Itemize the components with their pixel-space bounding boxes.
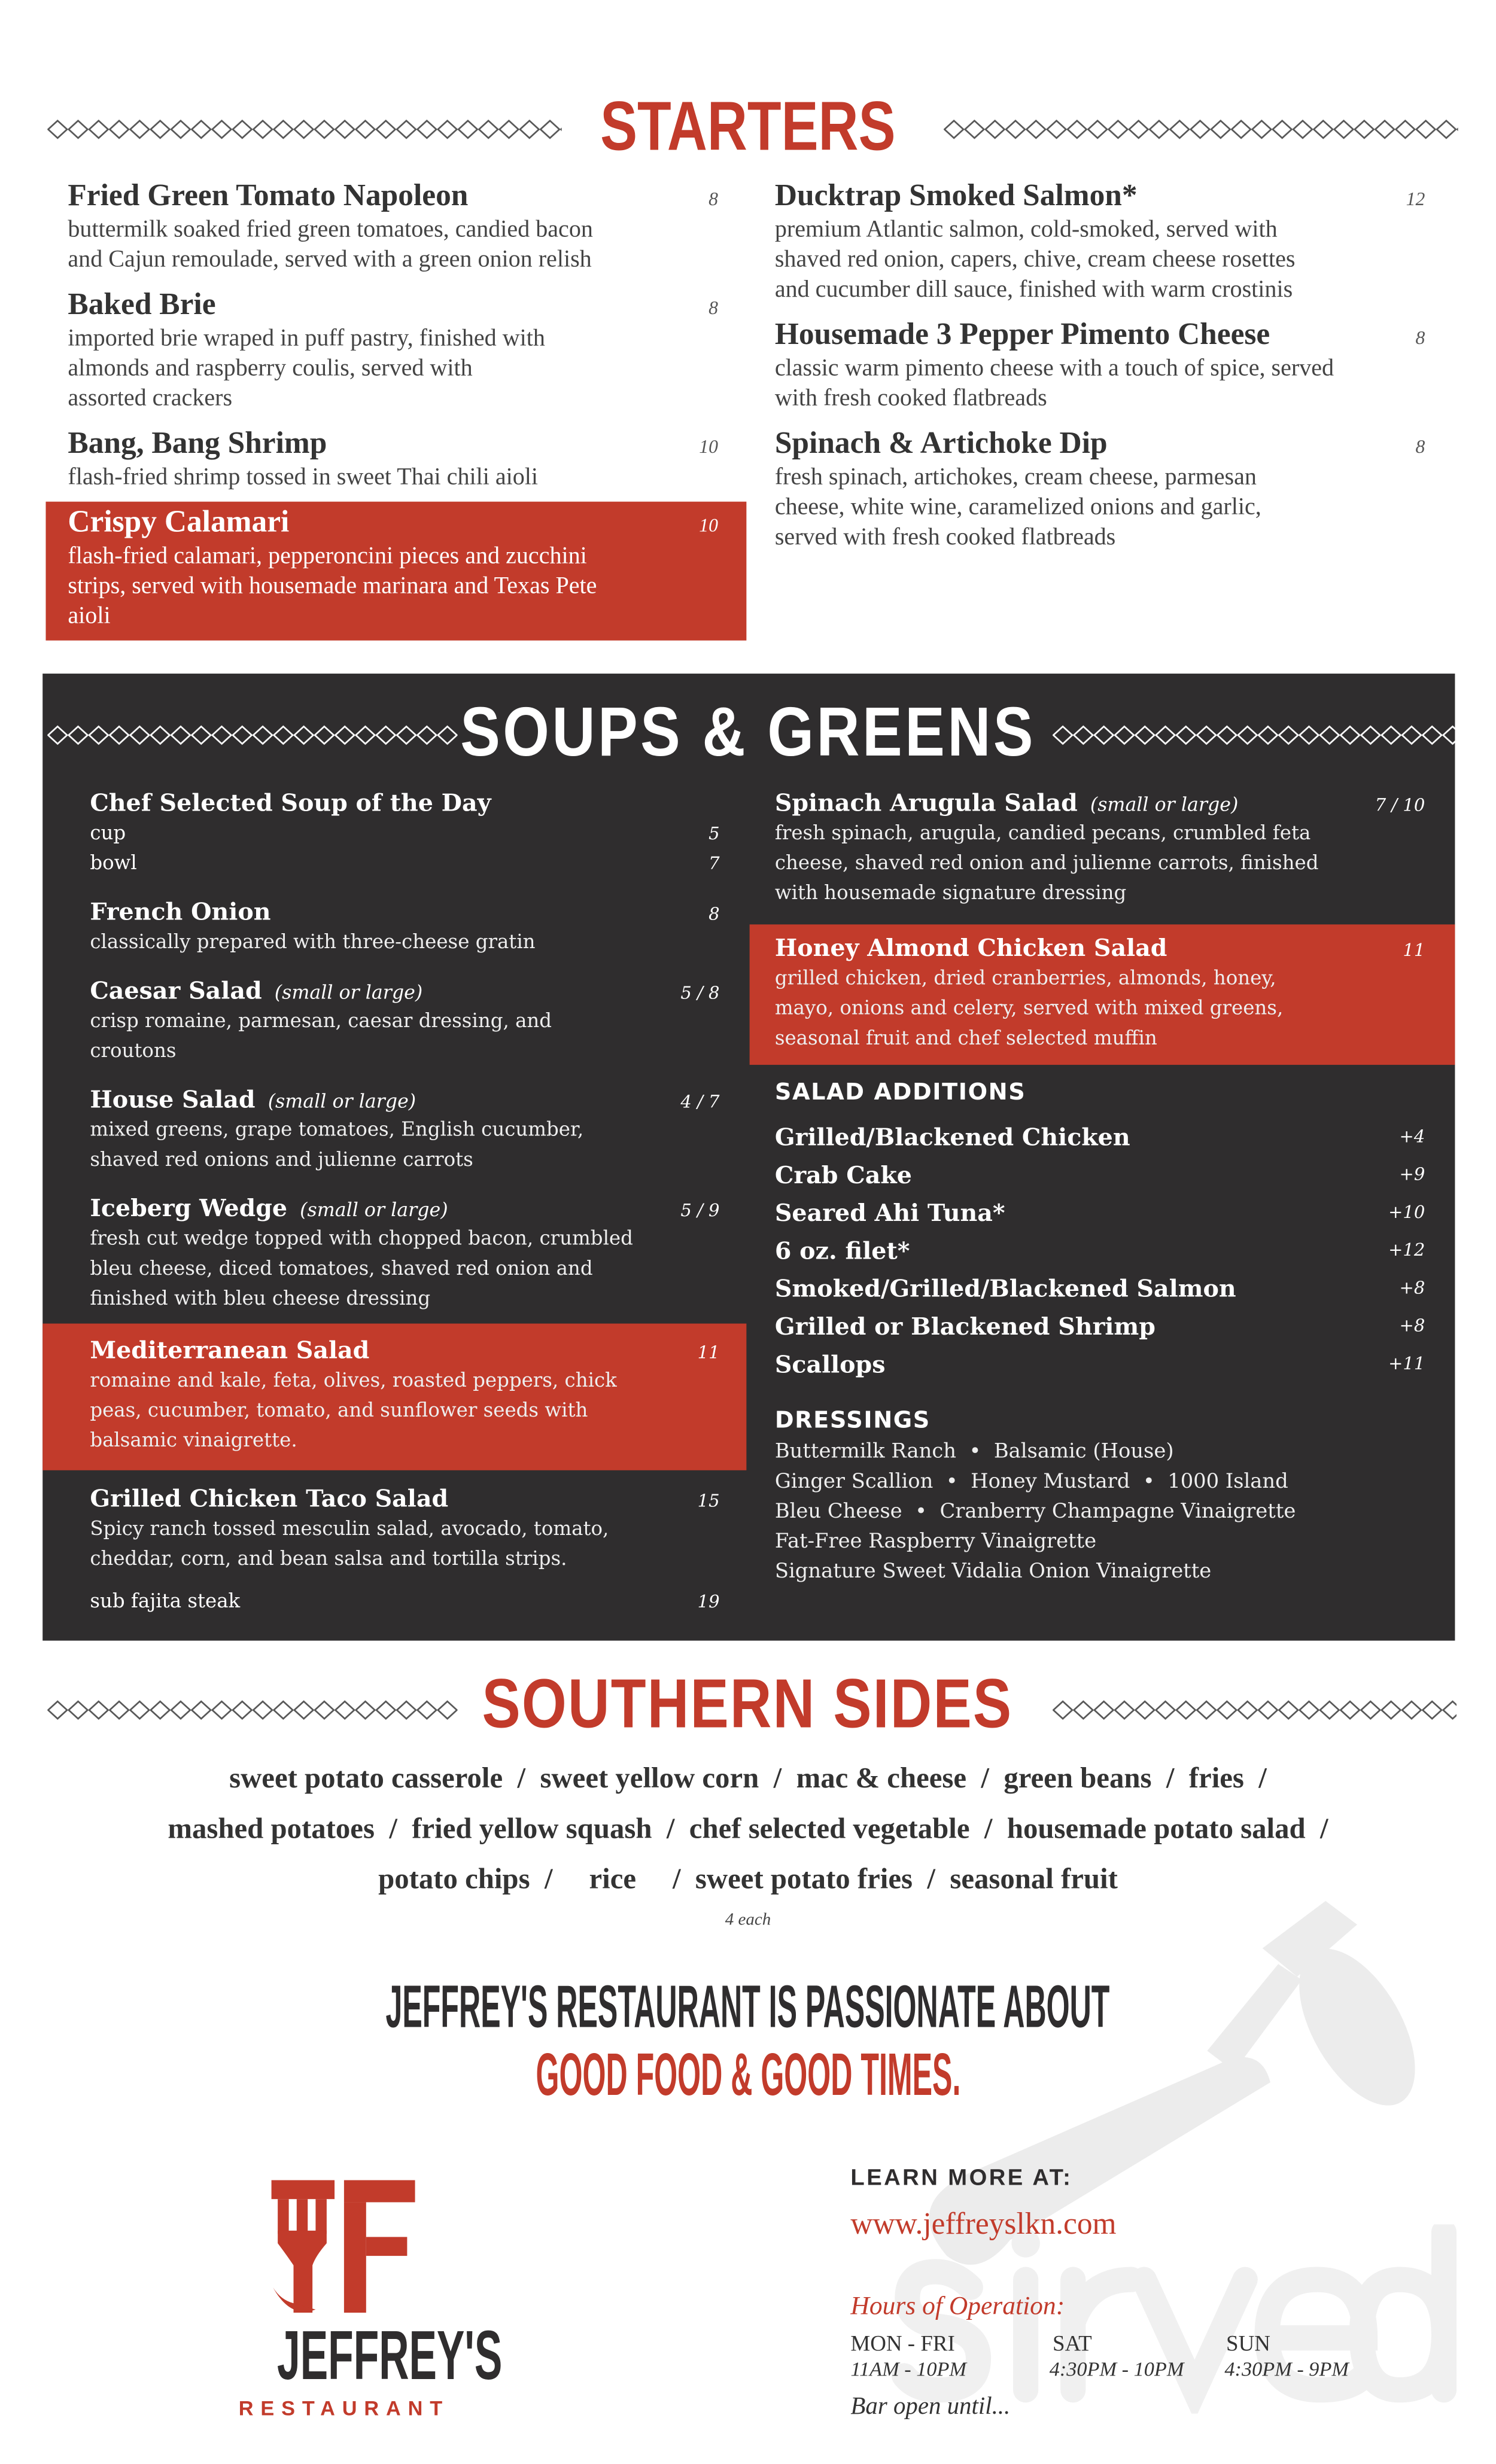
- addition-name: Seared Ahi Tuna*: [774, 1199, 1005, 1228]
- menu-item-description: mixed greens, grape tomatoes, English cucumber,: [90, 1118, 584, 1141]
- logo-subtitle: RESTAURANT: [238, 2396, 450, 2420]
- menu-item-size-note: (small or large): [1090, 793, 1239, 816]
- menu-item-description: and cucumber dill sauce, finished with warm crostinis: [774, 276, 1293, 303]
- menu-item-price: 10: [699, 435, 718, 458]
- hours-time-mon-fri: 11AM - 10PM: [850, 2356, 966, 2381]
- southern-sides-title: SOUTHERN SIDES: [482, 1665, 1014, 1744]
- addition-price: +8: [1399, 1278, 1425, 1299]
- menu-item-description: flash-fried calamari, pepperoncini pieces and zucchini: [68, 543, 587, 570]
- menu-item-name: Baked Brie: [68, 288, 216, 322]
- menu-item-description: balsamic vinaigrette.: [90, 1429, 297, 1452]
- menu-item: [750, 924, 1455, 1065]
- salad-addition-item: [775, 1119, 1425, 1156]
- menu-item-header: [90, 896, 719, 928]
- option-price: 5: [709, 823, 720, 844]
- addition-name: Grilled/Blackened Chicken: [774, 1123, 1130, 1152]
- menu-item-description: with fresh cooked flatbreads: [774, 385, 1047, 412]
- menu-item: [90, 1483, 719, 1617]
- menu-item-description: classically prepared with three-cheese gratin: [90, 930, 536, 953]
- sides-price-note: 4 each: [725, 1910, 771, 1930]
- menu-item-header: [90, 1483, 719, 1515]
- menu-item-name: Honey Almond Chicken Salad: [774, 934, 1167, 963]
- menu-item-description: shaved red onion, capers, chive, cream cheese rosettes: [774, 246, 1296, 273]
- salad-addition-item: [775, 1232, 1425, 1270]
- menu-item: [42, 1324, 746, 1470]
- sides-line: potato chips / rice / sweet potato fries / seasonal fruit: [378, 1865, 1118, 1896]
- menu-item-option: [90, 1587, 719, 1617]
- menu-item: [775, 428, 1425, 552]
- menu-item-description: finished with bleu cheese dressing: [90, 1287, 431, 1309]
- menu-item-price: 4 / 7: [680, 1091, 720, 1113]
- menu-item-price: 11: [1403, 940, 1425, 961]
- menu-item: [775, 319, 1425, 413]
- hours-days-sat: SAT: [1052, 2333, 1092, 2357]
- menu-item: [775, 787, 1425, 909]
- menu-item-description: shaved red onions and julienne carrots: [90, 1148, 473, 1171]
- hours-time-sat: 4:30PM - 10PM: [1049, 2356, 1184, 2381]
- dressing-line: Signature Sweet Vidalia Onion Vinaigrette: [774, 1560, 1212, 1584]
- salad-addition-item: [775, 1156, 1425, 1194]
- menu-item-description: seasonal fruit and chef selected muffin: [774, 1027, 1157, 1049]
- menu-item-header: [90, 975, 719, 1007]
- menu-item-price: 8: [1415, 435, 1425, 458]
- menu-item-option: [90, 819, 719, 849]
- menu-item-description: served with fresh cooked flatbreads: [774, 523, 1116, 551]
- menu-item: [775, 180, 1425, 304]
- menu-item-description: aioli: [68, 602, 111, 630]
- salad-addition-item: [775, 1194, 1425, 1232]
- menu-item-description: fresh cut wedge topped with chopped bacon, crumbled: [90, 1227, 633, 1250]
- menu-item-header: [90, 1193, 719, 1225]
- salad-addition-item: [775, 1345, 1425, 1383]
- option-label: cup: [90, 821, 126, 844]
- soups-left-column: [90, 787, 719, 1617]
- menu-item-name: Iceberg Wedge: [90, 1194, 288, 1223]
- menu-item-header: [68, 180, 717, 215]
- starters-right-column: [775, 180, 1425, 552]
- menu-item: [90, 787, 719, 879]
- menu-item-description: cheese, white wine, caramelized onions and garlic,: [774, 494, 1261, 521]
- menu-item-header: [90, 1084, 719, 1116]
- menu-item-description: cheddar, corn, and bean salsa and tortilla strips.: [90, 1548, 567, 1570]
- menu-item-description: crisp romaine, parmesan, caesar dressing, and: [90, 1009, 552, 1032]
- menu-item: [45, 502, 746, 641]
- menu-item-description: croutons: [90, 1039, 177, 1062]
- menu-item-size-note: (small or large): [274, 981, 423, 1004]
- dressing-line: Bleu Cheese • Cranberry Champagne Vinaigrette: [774, 1500, 1296, 1524]
- addition-name: Scallops: [774, 1350, 886, 1379]
- menu-item-price: 15: [697, 1491, 720, 1512]
- menu-item-price: 8: [1415, 326, 1425, 349]
- website-link[interactable]: www.jeffreyslkn.com: [850, 2208, 1117, 2242]
- menu-item-description: fresh spinach, arugula, candied pecans, crumbled feta: [774, 821, 1311, 844]
- menu-item-header: [68, 289, 717, 324]
- option-price: 7: [709, 853, 720, 874]
- menu-item-header: [775, 319, 1425, 354]
- menu-item: [90, 975, 719, 1067]
- menu-item-description: with housemade signature dressing: [774, 882, 1127, 904]
- menu-item-size-note: (small or large): [267, 1090, 416, 1113]
- menu-item-description: buttermilk soaked fried green tomatoes, candied bacon: [68, 216, 593, 243]
- menu-item: [90, 1084, 719, 1175]
- option-label: sub fajita steak: [90, 1590, 241, 1613]
- addition-price: +10: [1388, 1202, 1425, 1223]
- menu-item-name: Mediterranean Salad: [90, 1336, 370, 1365]
- menu-item-description: strips, served with housemade marinara and Texas Pete: [68, 572, 597, 600]
- menu-item-name: Fried Green Tomato Napoleon: [68, 179, 469, 214]
- menu-item-size-note: (small or large): [300, 1199, 448, 1222]
- menu-item-name: Housemade 3 Pepper Pimento Cheese: [774, 318, 1270, 352]
- menu-item-price: 11: [697, 1342, 720, 1363]
- menu-item-name: Bang, Bang Shrimp: [68, 427, 327, 461]
- tagline-line2: GOOD FOOD & GOOD TIMES.: [536, 2043, 960, 2109]
- menu-item-description: imported brie wraped in puff pastry, finished with: [68, 325, 545, 352]
- menu-item-price: 7 / 10: [1375, 795, 1425, 816]
- menu-item-description: mayo, onions and celery, served with mixed greens,: [774, 997, 1284, 1019]
- menu-item-header: [775, 180, 1425, 215]
- menu-item-name: French Onion: [90, 897, 271, 926]
- dressing-line: Buttermilk Ranch • Balsamic (House): [774, 1440, 1174, 1464]
- menu-item-name: Spinach & Artichoke Dip: [774, 427, 1108, 461]
- menu-item-header: [775, 787, 1425, 819]
- menu-item-name: Grilled Chicken Taco Salad: [90, 1484, 449, 1513]
- menu-item-price: 5 / 8: [680, 982, 720, 1004]
- dressings-heading: DRESSINGS: [774, 1408, 931, 1434]
- addition-price: +4: [1399, 1126, 1425, 1147]
- menu-item-price: 8: [709, 904, 720, 925]
- sides-line: sweet potato casserole / sweet yellow corn / mac & cheese / green beans / fries /: [229, 1764, 1267, 1796]
- menu-item-header: [775, 428, 1425, 462]
- menu-item-price: 12: [1406, 187, 1425, 210]
- menu-item-description: peas, cucumber, tomato, and sunflower seeds with: [90, 1399, 588, 1422]
- salad-additions-heading: SALAD ADDITIONS: [774, 1080, 1026, 1106]
- menu-item: [90, 1193, 719, 1314]
- menu-item-price: 5 / 9: [680, 1200, 720, 1222]
- menu-item-name: House Salad: [90, 1085, 256, 1114]
- menu-item-description: assorted crackers: [68, 385, 233, 412]
- addition-name: 6 oz. filet*: [774, 1236, 910, 1265]
- hours-time-sun: 4:30PM - 9PM: [1224, 2356, 1349, 2381]
- menu-item-option: [90, 849, 719, 879]
- soups-greens-title: SOUPS & GREENS: [460, 694, 1036, 772]
- hours-days-mon-fri: MON - FRI: [850, 2333, 955, 2357]
- menu-item: [68, 289, 717, 413]
- menu-item-description: premium Atlantic salmon, cold-smoked, served with: [774, 216, 1278, 243]
- addition-price: +9: [1399, 1164, 1425, 1185]
- dressing-line: Fat-Free Raspberry Vinaigrette: [774, 1530, 1097, 1554]
- salad-addition-item: [775, 1270, 1425, 1308]
- tagline-line1: JEFFREY'S RESTAURANT IS PASSIONATE ABOUT: [386, 1975, 1110, 2042]
- option-price: 19: [697, 1591, 720, 1613]
- menu-item-header: [775, 933, 1425, 964]
- addition-price: +11: [1388, 1353, 1425, 1374]
- menu-item-name: Crispy Calamari: [68, 506, 290, 540]
- menu-item-description: and Cajun remoulade, served with a green onion relish: [68, 246, 592, 273]
- learn-more-label: LEARN MORE AT:: [850, 2165, 1073, 2191]
- menu-item-header: [68, 507, 717, 541]
- menu-item-name: Ducktrap Smoked Salmon*: [774, 179, 1138, 214]
- menu-item: [68, 428, 717, 492]
- salad-addition-item: [775, 1308, 1425, 1345]
- addition-name: Crab Cake: [774, 1161, 912, 1190]
- menu-item: [68, 180, 717, 275]
- option-label: bowl: [90, 852, 137, 874]
- menu-item-price: 10: [699, 514, 718, 537]
- menu-item-price: 8: [709, 187, 718, 210]
- menu-item-description: grilled chicken, dried cranberries, almonds, honey,: [774, 967, 1276, 989]
- menu-item-header: [90, 787, 719, 819]
- menu-item-name: Spinach Arugula Salad: [774, 788, 1078, 818]
- addition-name: Smoked/Grilled/Blackened Salmon: [774, 1274, 1236, 1303]
- sides-line: mashed potatoes / fried yellow squash / chef selected vegetable / housemade potato salad /: [168, 1814, 1328, 1846]
- menu-item-description: classic warm pimento cheese with a touch of spice, served: [774, 355, 1334, 382]
- menu-item-description: romaine and kale, feta, olives, roasted peppers, chick: [90, 1369, 617, 1391]
- menu-item-price: 8: [709, 296, 718, 319]
- starters-left-column: [68, 180, 717, 641]
- menu-item-name: Caesar Salad: [90, 976, 262, 1005]
- menu-item-description: bleu cheese, diced tomatoes, shaved red onion and: [90, 1257, 593, 1280]
- hours-heading: Hours of Operation:: [850, 2291, 1065, 2321]
- soups-right-column: [775, 787, 1425, 1587]
- starters-title: STARTERS: [600, 88, 896, 166]
- menu-item-description: flash-fried shrimp tossed in sweet Thai chili aioli: [68, 464, 539, 491]
- menu-item-description: cheese, shaved red onion and julienne carrots, finished: [774, 852, 1319, 874]
- logo-wordmark: JEFFREY'S: [277, 2317, 503, 2395]
- menu-item-description: fresh spinach, artichokes, cream cheese, parmesan: [774, 464, 1257, 491]
- menu-item: [90, 896, 719, 958]
- dressing-line: Ginger Scallion • Honey Mustard • 1000 Island: [774, 1470, 1288, 1494]
- bar-hours: Bar open until...: [850, 2393, 1011, 2420]
- hours-days-sun: SUN: [1226, 2333, 1270, 2357]
- jeffreys-fork-logo-icon: [268, 2177, 418, 2319]
- menu-item-header: [90, 1335, 719, 1366]
- addition-price: +12: [1388, 1239, 1425, 1261]
- menu-item-header: [68, 428, 717, 462]
- addition-name: Grilled or Blackened Shrimp: [774, 1312, 1156, 1341]
- menu-item-description: Spicy ranch tossed mesculin salad, avocado, tomato,: [90, 1517, 609, 1540]
- addition-price: +8: [1399, 1315, 1425, 1336]
- menu-item-description: almonds and raspberry coulis, served with: [68, 355, 473, 382]
- menu-item-name: Chef Selected Soup of the Day: [90, 788, 491, 818]
